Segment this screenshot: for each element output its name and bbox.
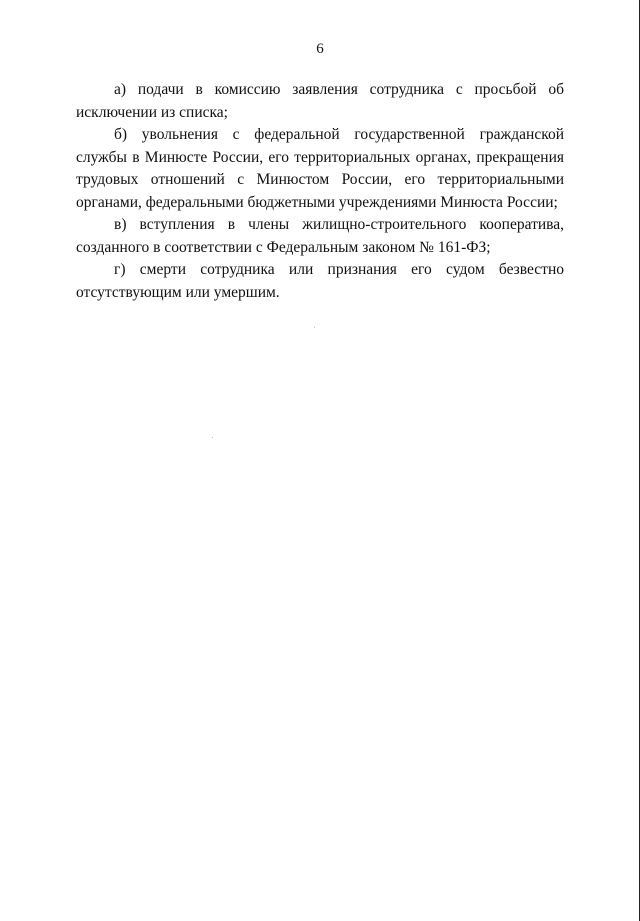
paragraph-b: б) увольнения с федеральной государственной гражданской службы в Минюсте России, его территориальных органах, прекращения трудовых отношений с Минюстом России, его территориальными органами, федеральными бюджетными учреждениями Минюста России; [76,126,564,211]
scan-speck [314,327,315,328]
document-body [76,79,564,304]
paragraph-v: в) вступления в члены жилищно-строительного кооператива, созданного в соответствии с Федеральным законом № 161-ФЗ; [76,216,564,256]
scan-speck [212,437,213,438]
paragraph-g: г) смерти сотрудника или признания его судом безвестно отсутствующим или умершим. [76,261,564,301]
paragraph-a: а) подачи в комиссию заявления сотрудника с просьбой об исключении из списка; [76,81,564,121]
page-number: 6 [316,41,324,57]
